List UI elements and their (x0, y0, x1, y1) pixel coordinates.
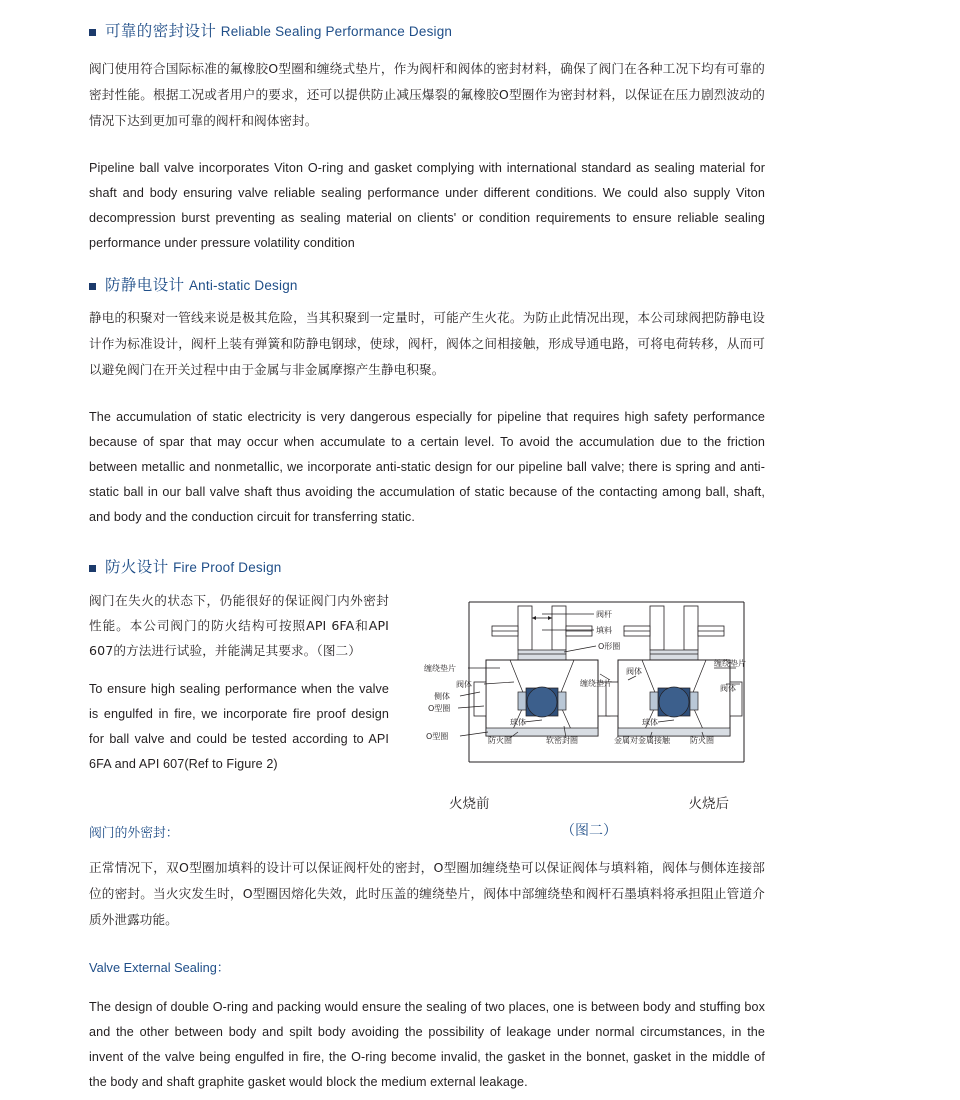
subheading-external-sealing-en: Valve External Sealing： (89, 960, 230, 976)
external-sealing-body-en: The design of double O-ring and packing would ensure the sealing of two places, one is between body and stuffing box and the other between body and spilt body avoiding the possibility of leakage under normal circumstances, in the invent of the valve being engulfed in fire, the O-ring become invalid, the gasket in the bonnet, gasket in the middle of the body and shaft graphite gasket would block the medium external leakage. (89, 1000, 765, 1090)
square-bullet-icon (89, 565, 96, 572)
section-heading-cn: 防火设计 (105, 557, 169, 576)
valve-cross-section-diagram (414, 596, 764, 786)
section-heading-en: Anti-static Design (188, 278, 298, 294)
figure-label-ball-left: 球体 (510, 718, 526, 728)
section-body-en-sealing: Pipeline ball valve incorporates Viton O-ring and gasket complying with international standard as sealing material for shaft and body ensuring valve reliable sealing performance under different conditions. We could also supply Viton decompression burst preventing as sealing material on clients' or condition requirements to ensure reliable sealing performance under pressure volatility condition (89, 161, 765, 251)
figure-label-side-body: 侧体 (434, 692, 450, 702)
section-heading-en: Reliable Sealing Performance Design (220, 24, 453, 39)
section-heading-sealing (89, 20, 765, 42)
figure-label-stem: 阀杆 (596, 610, 612, 620)
section-body-cn-anti-static: 静电的积聚对一管线来说是极其危险，当其积聚到一定量时，可能产生火花。为防止此情况出现，本公司球阀把防静电设计作为标准设计，阀杆上装有弹簧和防静电钢球，使球，阀杆，阀体之间相接触，形成导通电路，可将电荷转移，从而可以避免阀门在开关过程中由于金属与非金属摩擦产生静电积聚。 (89, 309, 765, 377)
figure-label-valve-body-mid: 阀体 (626, 667, 642, 677)
section-body-en-anti-static: The accumulation of static electricity is very dangerous especially for pipeline that requires high safety performance because of spar that may occur when accumulate to a certain level. To avoid the accumulation due to the friction between metallic and nonmetallic, we incorporate anti-static design for our pipeline ball valve; there is spring and anti-static ball in our ball valve shaft thus avoiding the accumulation of static because of the contacting among ball, shaft, and body and the conduction circuit for transferring static. (89, 409, 765, 524)
fire-proof-text (89, 588, 389, 777)
figure-label-ball-right: 球体 (642, 718, 658, 728)
section-heading-en: Fire Proof Design (173, 559, 282, 575)
document-content (89, 20, 765, 1095)
figure-caption-right: 火烧后 (688, 796, 729, 813)
figure-label-o-ring: O形圈 (598, 642, 621, 652)
section-body-en-fire-proof: To ensure high sealing performance when the valve is engulfed in fire, we incorporate fire proof design for ball valve and could be tested according to API 6FA and API 607(Ref to Figure 2) (89, 682, 389, 772)
figure-label-wound-gasket-mid: 缠绕垫片 (580, 679, 612, 689)
square-bullet-icon (89, 283, 96, 290)
fire-proof-figure (414, 596, 764, 840)
external-sealing-body-cn: 正常情况下，双O型圈加填料的设计可以保证阀杆处的密封，O型圈加缠绕垫可以保证阀体与填料箱，阀体与侧体连接部位的密封。当火灾发生时，O型圈因熔化失效，此时压盖的缠绕垫片，阀体中部缠绕垫和阀杆石墨填料将承担阻止管道介质外泄露功能。 (89, 860, 765, 928)
figure-number: （图二） (561, 823, 617, 840)
section-heading-cn: 防静电设计 (105, 276, 185, 295)
figure-label-o-ring-2: O型圈 (426, 732, 449, 742)
figure-label-wound-gasket-left: 缠绕垫片 (424, 664, 456, 674)
figure-label-packing: 填料 (596, 626, 612, 636)
figure-label-o-ring-1: O型圈 (428, 704, 451, 714)
square-bullet-icon (89, 29, 96, 36)
figure-label-wound-gasket-right: 缠绕垫片 (714, 659, 746, 669)
figure-captions (439, 792, 739, 812)
figure-label-fire-seat-left: 防火圈 (488, 736, 512, 746)
section-heading-fire-proof (89, 556, 765, 578)
figure-label-valve-body-right: 阀体 (720, 684, 736, 694)
figure-caption-left: 火烧前 (449, 796, 490, 813)
subheading-external-sealing-cn: 阀门的外密封： (89, 826, 179, 842)
figure-label-valve-body-left: 阀体 (456, 680, 472, 690)
section-body-cn-sealing: 阀门使用符合国际标准的氟橡胶O型圈和缠绕式垫片，作为阀杆和阀体的密封材料，确保了阀门在各种工况下均有可靠的密封性能。根据工况或者用户的要求，还可以提供防止减压爆裂的氟橡胶O型圈作为密封材料，以保证在压力剧烈波动的情况下达到更加可靠的阀杆和阀体密封。 (89, 61, 765, 129)
section-heading-cn: 可靠的密封设计 (105, 22, 217, 40)
section-body-cn-fire-proof: 阀门在失火的状态下，仍能很好的保证阀门内外密封性能。本公司阀门的防火结构可按照API 6FA和API 607的方法进行试验，并能满足其要求。（图二） (89, 593, 389, 659)
figure-label-metal-contact: 金属对金属接触 (614, 736, 670, 746)
figure-label-soft-seal: 软密封圈 (546, 736, 578, 746)
section-heading-anti-static (89, 274, 765, 296)
figure-label-fire-seat-right: 防火圈 (690, 736, 714, 746)
